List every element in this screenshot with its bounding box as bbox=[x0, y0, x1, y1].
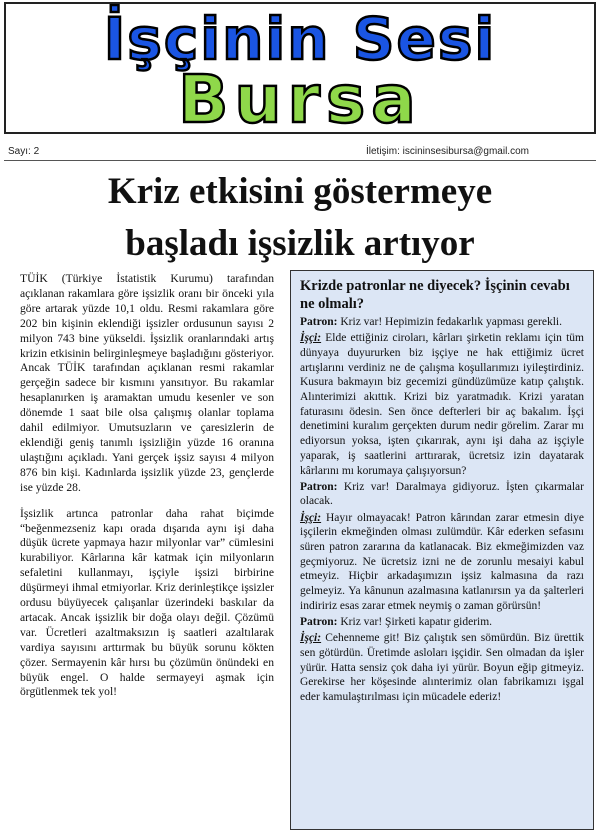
issue-meta bbox=[8, 146, 588, 160]
article-paragraph-1: TÜİK (Türkiye İstatistik Kurumu) tarafından açıklanan rakamlara göre işsizlik oranı bir önceki yıla göre artarak yüzde 10,1 oldu. Resmi rakamlara göre 202 bin kişinin eklendiği işsizler ordusunun sayısı 2 milyon 743 bine yükseldi. İşsizlik oranlarındaki artış krizin etkisinin belirginleşmeye başladığını gösteriyor. Ancak TÜİK tarafından açıklanan resmi rakamlar gerçeğin sadece bir kısmını yansıtıyor. Bu rakamlar hesaplanırken iş aramaktan umudu kesenler ve son dönemde 1 saat bile olsa çalışmış olanlar toplama dahil edilmiyor. Umutsuzların ve çaresizlerin de eklendiği geniş tanımlı işsizliğin yüzde 16 oranına ulaştığını açıkladı. Yani gerçek işsiz sayısı 4 milyon 876 bin kişi. Kadınlarda işsizlik yüzde 23, gençlerde ise yüzde 28. bbox=[20, 272, 274, 494]
dialog-line bbox=[300, 511, 584, 614]
dialog-text: Hayır olmayacak! Patron kârından zarar etmesin diye işçilerin ekmeğinden olması zulümdür. Kâr ederken sefasını süren patron zararına da katlanacak. Biz ekmeğimizden vaz geçmiyoruz. Ne ücretsiz izni ne de zorunlu mesaiyi kabul etmeyiz. Hiçbir arkadaşımızın işsiz kalmasına da razı gelmeyiz. Ya kânunun azalmasına katlanırsın ya da şalterleri indiririz esas zarar etmek neymiş o zaman görürsün! bbox=[300, 511, 584, 612]
dialog-line bbox=[300, 315, 584, 330]
headline-line-1: Kriz etkisini göstermeye bbox=[107, 171, 493, 212]
dialog-box bbox=[290, 270, 594, 830]
masthead-city: Bursa bbox=[178, 61, 422, 134]
speaker-worker: İşçi: bbox=[300, 632, 322, 645]
dialog-text: Elde ettiğiniz ciroları, kârları şirketin reklamı için tüm dünyaya duyururken biz işçiye ne hak ettiğimiz ücret artışlarını verdiniz ne de çalışma koşullarımızı iyileştirdiniz. Kusura bakmayın biz gecemizi gündüzümüze katıp çalıştık. Alınterimizi akıttık. Krizi biz yaratmadık. Krizi yaratan faturasını ödesin. Sen önce defterleri bir aç bakalım. İşçi denetimini kuralım gerçekten durum nedir görelim. Zarar mı ediyorsun yoksa, işten çıkarırak, aynı işi daha az işçiyle yaparak, iş saatlerini arttırarak, ücretsiz izin dayatarak kârlarını mı korumaya çalışıyorsun? bbox=[300, 332, 584, 477]
speaker-worker: İşçi: bbox=[300, 511, 322, 524]
masthead-title: İşçinin Sesi bbox=[103, 5, 497, 73]
dialog-text: Kriz var! Daralmaya gidiyoruz. İşten çıkarmalar olacak. bbox=[300, 480, 584, 508]
speaker-worker: İşçi: bbox=[300, 332, 322, 345]
masthead bbox=[4, 2, 596, 134]
dialog-text: Kriz var! Hepimizin fedakarlık yapması gerekli. bbox=[337, 316, 562, 328]
dialog-line bbox=[300, 615, 584, 630]
speaker-boss: Patron: bbox=[300, 616, 338, 629]
headline-line-2: başladı işsizlik artıyor bbox=[125, 223, 475, 264]
dialog-text: Cehenneme git! Biz çalıştık sen sömürdün. Biz ürettik sen götürdün. Üretimde asloları işçidir. Sen olmadan da işler yürür. Hatta sensiz çok daha iyi yürür. Boyun eğip gitmeyiz. Gerekirse her köşesinde alınterimiz olan fabrikamızı işgal eder kamulaştırılması için mücadele ederiz! bbox=[300, 632, 584, 704]
article-paragraph-2: İşsizlik artınca patronlar daha rahat biçimde “beğenmezseniz kapı orada dışarıda aynı işi daha düşük ücrete yapmaya hazır milyonlar var” cümlesini kurabiliyor. Kârlarına kâr katmak için milyonların sefaletini kullanmayı, işçiyle işsizi birbirine düşürmeyi ihmal etmiyorlar. Kriz derinleştikçe işsizler ordusu büyüyecek çalışanlar üzerindeki baskılar da artacak. Ancak işsizlik bir doğa olayı değil. Çözümü var. Ücretleri azaltmaksızın iş saatleri azaltılarak vardiya sayısını arttırmak bu büyük sorunu kökten çözer. Sermayenin kâr hırsı bu çözümün önündeki en büyük engel. O halde sermayeyi aşmak için örgütlenmek tek yol! bbox=[20, 506, 274, 699]
dialog-line bbox=[300, 631, 584, 705]
speaker-boss: Patron: bbox=[300, 316, 338, 328]
issue-number: Sayı: 2 bbox=[8, 146, 40, 157]
dialog-line bbox=[300, 331, 584, 478]
dialog-line bbox=[300, 480, 584, 509]
article-body bbox=[20, 272, 274, 711]
headline bbox=[20, 166, 580, 270]
speaker-boss: Patron: bbox=[300, 480, 338, 493]
meta-divider bbox=[4, 160, 596, 161]
dialog-list bbox=[300, 315, 584, 705]
contact-email: İletişim: iscininsesibursa@gmail.com bbox=[366, 146, 529, 157]
dialog-text: Kriz var! Şirketi kapatır giderim. bbox=[337, 616, 493, 629]
dialog-box-title: Krizde patronlar ne diyecek? İşçinin cevabı ne olmalı? bbox=[300, 278, 570, 312]
